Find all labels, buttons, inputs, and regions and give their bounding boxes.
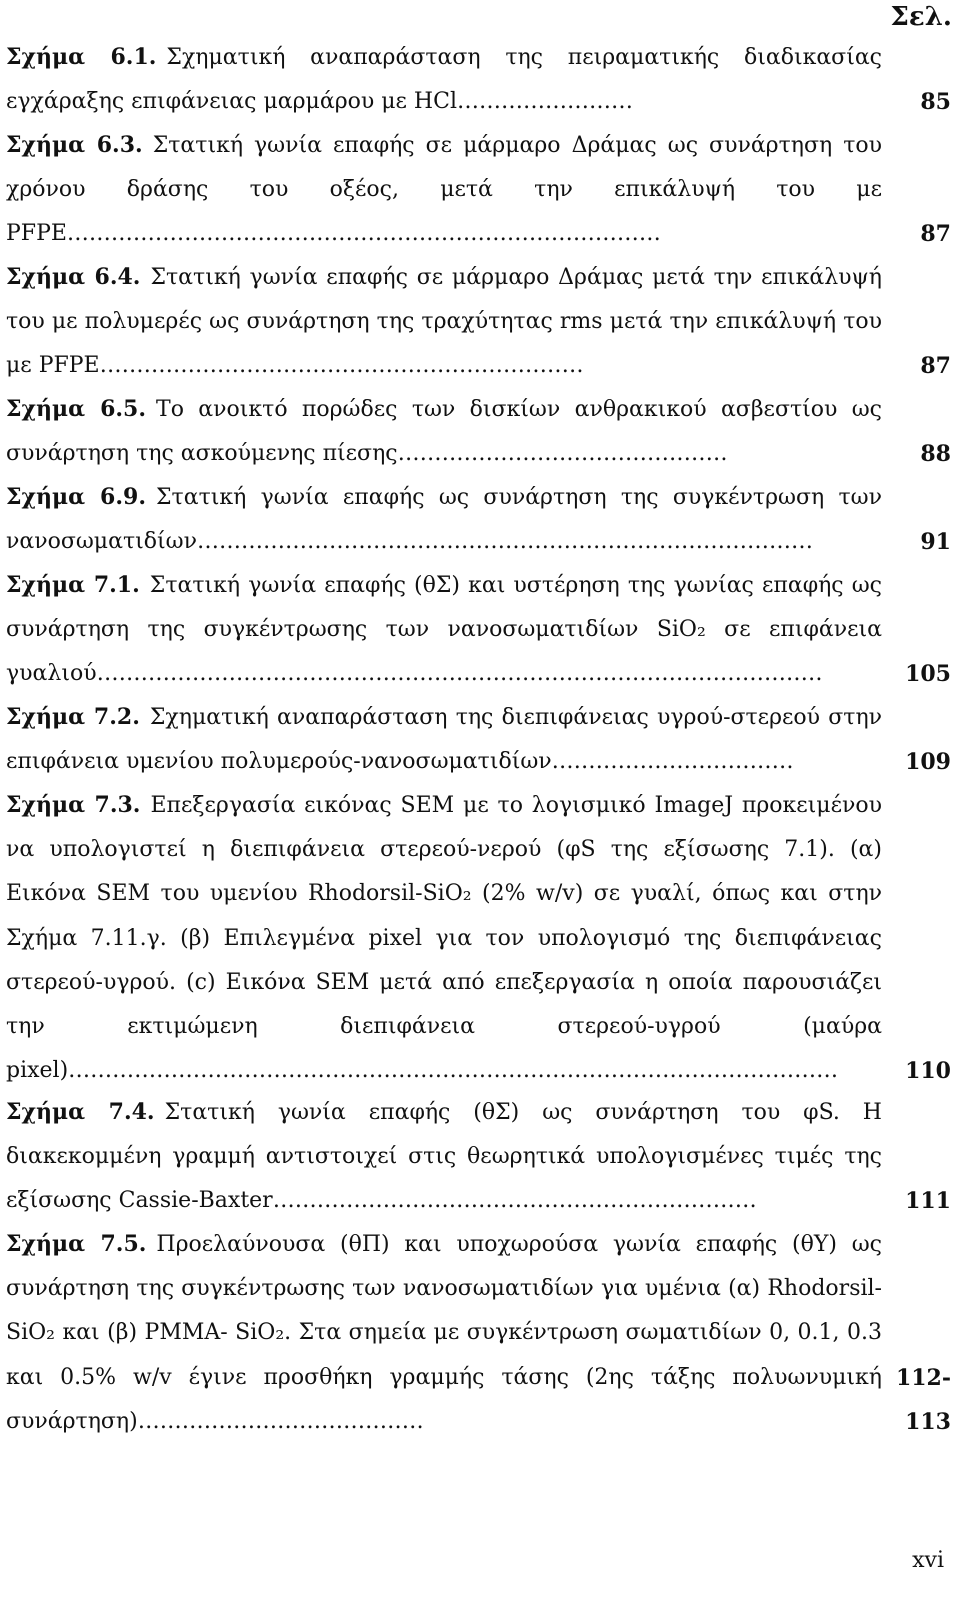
figure-number: Σχήμα 6.1. — [6, 44, 157, 70]
toc-entry[interactable] — [6, 1222, 951, 1444]
figure-caption: Στατική γωνία επαφής ως συνάρτηση της συγκέντρωση των νανοσωματιδίων………………………………………………………………………… — [6, 485, 882, 555]
figure-caption: Στατική γωνία επαφής (θΣ) και υστέρηση της γωνίας επαφής ως συνάρτηση της συγκέντρωσης των νανοσωματιδίων SiO₂ σε επιφάνεια γυαλιού……………………………………………………………………………………… — [6, 573, 882, 687]
figure-caption: Σχηματική αναπαράσταση της διεπιφάνειας υγρού-στερεού στην επιφάνεια υμενίου πολυμερούς-νανοσωματιδίων…………………………… — [6, 705, 882, 775]
figure-number: Σχήμα 7.1. — [6, 572, 140, 598]
figure-caption: Στατική γωνία επαφής σε μάρμαρο Δράμας ως συνάρτηση του χρόνου δράσης του οξέος, μετά την επικάλυψή του με PFPE……………………………………………………………………… — [6, 133, 882, 247]
figure-number: Σχήμα 6.3. — [6, 132, 143, 158]
figure-caption: Σχηματική αναπαράσταση της πειραματικής διαδικασίας εγχάραξης επιφάνειας μαρμάρου με HCl…………………… — [6, 45, 883, 115]
toc-entry[interactable] — [6, 695, 951, 784]
page-number-ref: 105 — [905, 661, 951, 688]
toc-entry[interactable] — [6, 475, 951, 564]
page-footer-number: xvi — [912, 1548, 944, 1573]
page-number-ref: 88 — [920, 441, 951, 468]
page-number-ref: 111 — [905, 1188, 951, 1215]
toc-entry[interactable] — [6, 563, 951, 697]
page-column-header: Σελ. — [890, 2, 952, 32]
toc-entry[interactable] — [6, 387, 951, 476]
figure-caption: Επεξεργασία εικόνας SEM με το λογισμικό ImageJ προκειμένου να υπολογιστεί η διεπιφάνεια στερεού-νερού (φS της εξίσωσης 7.1). (α) Εικόνα SEM του υμενίου Rhodorsil-SiO₂ (2% w/v) σε γυαλί, όπως και στην Σχήμα 7.11.γ. (β) Επιλεγμένα pixel για τον υπολογισμό της διεπιφάνειας στερεού-υγρού. (c) Εικόνα SEM μετά από επεξεργασία η οποία παρουσιάζει την εκτιμώμενη διεπιφάνεια στερεού-υγρού (μαύρα pixel)…………………………………………………………………………………………… — [6, 793, 882, 1084]
figure-caption: Το ανοικτό πορώδες των δισκίων ανθρακικού ασβεστίου ως συνάρτηση της ασκούμενης πίεσης……………………………………… — [6, 397, 882, 467]
figure-number: Σχήμα 6.4. — [6, 264, 141, 290]
page-number-ref: 87 — [920, 353, 951, 380]
figure-number: Σχήμα 7.5. — [6, 1231, 147, 1257]
page-number-ref-continued: 113 — [905, 1408, 951, 1435]
figure-caption: Στατική γωνία επαφής σε μάρμαρο Δράμας μετά την επικάλυψή του με πολυμερές ως συνάρτηση της τραχύτητας rms μετά την επικάλυψή του με PFPE………………………………………………………… — [6, 265, 882, 379]
figure-number: Σχήμα 7.4. — [6, 1099, 155, 1125]
page-number-ref: 112- — [895, 1364, 951, 1391]
figure-number: Σχήμα 6.9. — [6, 484, 146, 510]
page-number-ref: 91 — [920, 529, 951, 556]
figure-number: Σχήμα 7.3. — [6, 792, 141, 818]
toc-entry[interactable] — [6, 35, 951, 124]
figure-number: Σχήμα 6.5. — [6, 396, 147, 422]
toc-entry[interactable] — [6, 1090, 951, 1224]
figure-number: Σχήμα 7.2. — [6, 704, 140, 730]
page-number-ref: 87 — [920, 221, 951, 248]
toc-entry[interactable] — [6, 255, 951, 389]
figure-caption: Στατική γωνία επαφής (θΣ) ως συνάρτηση του φS. Η διακεκομμένη γραμμή αντιστοιχεί στις θεωρητικά υπολογισμένες τιμές της εξίσωσης Cassie-Baxter………………………………………………………… — [6, 1100, 882, 1214]
toc-entry[interactable] — [6, 783, 951, 1093]
figure-caption: Προελαύνουσα (θΠ) και υποχωρούσα γωνία επαφής (θΥ) ως συνάρτηση της συγκέντρωσης των νανοσωματιδίων για υμένια (α) Rhodorsil- SiO₂ και (β) PMMA- SiO₂. Στα σημεία με συγκέντρωση σωματιδίων 0, 0.1, 0.3 και 0.5% w/v έγινε προσθήκη γραμμής τάσης (2ης τάξης πολυωνυμική συνάρτηση)………………………………… — [6, 1232, 882, 1434]
page-number-ref: 109 — [905, 749, 951, 776]
toc-entry[interactable] — [6, 123, 951, 257]
page-number-ref: 85 — [920, 89, 951, 116]
page-number-ref: 110 — [905, 1058, 951, 1085]
